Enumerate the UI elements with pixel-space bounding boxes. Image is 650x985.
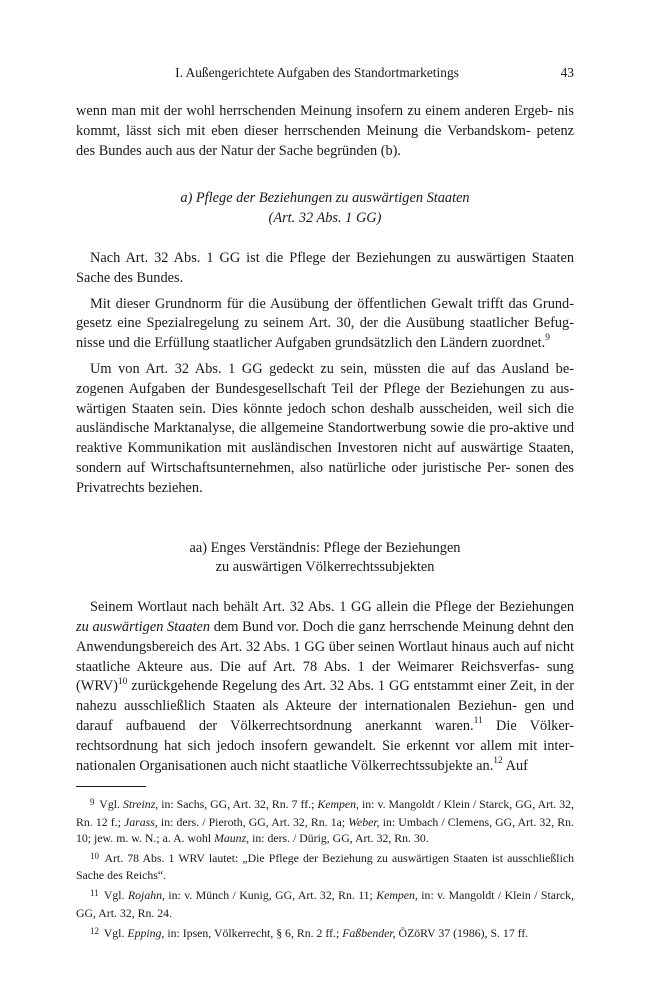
footnote-text: in: ders. / Dürig, GG, Art. 32, Rn. 30. (249, 830, 429, 845)
text-line: Sache des Bundes. (76, 269, 184, 286)
author-name: Epping, (127, 925, 165, 940)
text-line: Die Völker- (482, 717, 574, 734)
footnote-12 (76, 925, 574, 942)
author-name: Rojahn, (127, 888, 165, 903)
text-line: ausländische Marktanalyse, die allgemeine Standortwerbung sowie die pro-aktive (76, 420, 549, 437)
text-line: petenz des Bundes auch aus der Natur der Sache begründen (b). (76, 122, 574, 159)
text-line: nisse und die Erfüllung staatlicher Aufgaben grundsätzlich den Ländern zuordnet. (76, 335, 546, 352)
text-line: Staaten, sondern auf Wirtschaftsunternehmen, also natürliche oder juristische Per- (76, 440, 574, 476)
text-line: dem Bund vor. Doch die ganz herrschende Meinung dehnt (210, 618, 550, 635)
footnote-text: in: Sachs, GG, Art. 32, Rn. 7 ff.; (158, 797, 318, 812)
author-name: Kempen, (317, 797, 359, 812)
text-line: gen und darauf aufbauend der Völkerrechtsordnung anerkannt waren. (76, 698, 574, 734)
text-line: Nach Art. 32 Abs. 1 GG ist die Pflege der Beziehungen zu auswärtigen Staaten (90, 249, 574, 266)
text-line: wärtigen Staaten sein. Dies könnte jedoch schon deshalb ausscheiden, weil sich die (76, 400, 574, 417)
footnote-text: in: v. Mangoldt / Klein / Starck, GG, Art. 32, Rn. 12 f.; (76, 797, 574, 829)
footnote-ref[interactable]: 10 (117, 676, 128, 687)
paragraph (76, 360, 574, 499)
heading-line: a) Pflege der Beziehungen zu auswärtigen Staaten (180, 190, 470, 207)
author-name: Weber, (348, 814, 380, 829)
text-line: sung (WRV) (76, 658, 574, 695)
book-page (76, 64, 574, 946)
text-line: zogenen Aufgaben der Bundesgesellschaft Teil der Pflege der Beziehungen zu aus- (76, 380, 574, 397)
footnote-number: 9 (90, 797, 95, 808)
text-line: wenn man mit der wohl herrschenden Meinung insofern zu einem anderen Ergeb- (76, 103, 553, 119)
author-name: Streinz, (122, 797, 159, 812)
footnote-ref[interactable]: 12 (493, 755, 503, 766)
text-line: rechtsordnung hat sich jedoch insofern gewandelt. Sie erkennt vor allem mit inter- (76, 737, 574, 754)
footnote-text: Art. 78 Abs. 1 WRV lautet: „Die Pflege der Beziehung zu auswärtigen Staaten ist ausschließlich Sache des Reichs“. (76, 850, 574, 883)
footnote-11 (76, 887, 574, 920)
footnote-number: 10 (90, 850, 99, 861)
footnote-ref[interactable]: 11 (473, 716, 483, 727)
text-line: zurückgehende Regelung des Art. 32 Abs. 1 GG entstammt einer (127, 678, 507, 695)
footnote-ref[interactable]: 9 (545, 333, 550, 344)
text-line: gesetz eine Spezialregelung zu seinem Art. 30, der die Ausübung staatlicher Befug- (76, 315, 574, 332)
author-name: Jarass, (124, 814, 158, 829)
text-line: Um von Art. 32 Abs. 1 GG gedeckt zu sein, müssten die auf das Ausland be- (90, 360, 574, 377)
heading-line: (Art. 32 Abs. 1 GG) (268, 210, 382, 227)
text-line: auf nicht staatliche Akteure aus. Die auf Art. 78 Abs. 1 der Weimarer Reichsverfas- (76, 638, 574, 675)
text-line: und reaktive Kommunikation mit ausländischen Investoren nicht auf auswärtige (76, 420, 574, 457)
footnote-text: Vgl. (103, 925, 128, 940)
paragraph (76, 598, 574, 776)
text-line: Seinem Wortlaut nach behält Art. 32 Abs. 1 GG allein die Pflege der Beziehungen (90, 599, 574, 616)
paragraph (76, 295, 574, 354)
paragraph (76, 249, 574, 289)
text-line: Mit dieser Grundnorm für die Ausübung der öffentlichen Gewalt trifft das Grund- (90, 295, 574, 312)
paragraph-continued (76, 102, 574, 161)
author-name: Faßbender, (342, 925, 396, 940)
heading-line: zu auswärtigen Völkerrechtssubjekten (215, 559, 435, 576)
text-line: nis kommt, lässt sich mit eben dieser herrschenden Meinung die Verbandskom- (76, 103, 574, 139)
footnote-divider (76, 786, 146, 787)
footnote-number: 12 (90, 925, 99, 936)
heading-line: aa) Enges Verständnis: Pflege der Beziehungen (189, 539, 461, 556)
footnote-text: ÖZöRV 37 (1986), S. 17 ff. (395, 925, 529, 940)
text-line: Auf (502, 757, 528, 774)
author-name: Kempen, (376, 888, 418, 903)
page-number: 43 (560, 65, 574, 80)
section-heading-a (76, 189, 574, 229)
text-line: nationalen Organisationen auch nicht staatliche Völkerrechtssubjekte an. (76, 757, 494, 774)
footnote-10 (76, 850, 574, 883)
footnote-text: in: v. Mangoldt / Klein / Starck, GG, Art. 32, Rn. 24. (76, 888, 574, 920)
author-name: Maunz, (214, 830, 250, 845)
emphasis: zu auswärtigen Staaten (76, 618, 211, 635)
footnote-9 (76, 796, 574, 846)
footnote-text: Vgl. (103, 888, 128, 903)
running-header (76, 64, 574, 84)
footnotes (76, 796, 574, 942)
text-line: sonen des Privatrechts beziehen. (76, 459, 574, 496)
footnote-text: in: v. Münch / Kunig, GG, Art. 32, Rn. 11; (164, 888, 377, 903)
footnote-text: in: Ipsen, Völkerrecht, § 6, Rn. 2 ff.; (164, 925, 343, 940)
footnote-text: in: Umbach / Clemens, GG, Art. 32, Rn. 10; jew. m. w. N.; a. A. wohl (76, 814, 574, 845)
footnote-text: in: ders. / Pieroth, GG, Art. 32, Rn. 1a; (157, 814, 349, 829)
text-line: den Anwendungsbereich des Art. 32 Abs. 1 GG über seinen Wortlaut hinaus auch (76, 618, 574, 655)
text-line: Zeit, in der nahezu ausschließlich Staaten als Akteure der internationalen Beziehun- (76, 678, 574, 715)
running-title: I. Außengerichtete Aufgaben des Standortmarketings (175, 65, 459, 80)
section-heading-aa (76, 539, 574, 579)
main-text (76, 102, 574, 776)
footnote-number: 11 (90, 888, 99, 899)
footnote-text: Vgl. (99, 797, 123, 812)
